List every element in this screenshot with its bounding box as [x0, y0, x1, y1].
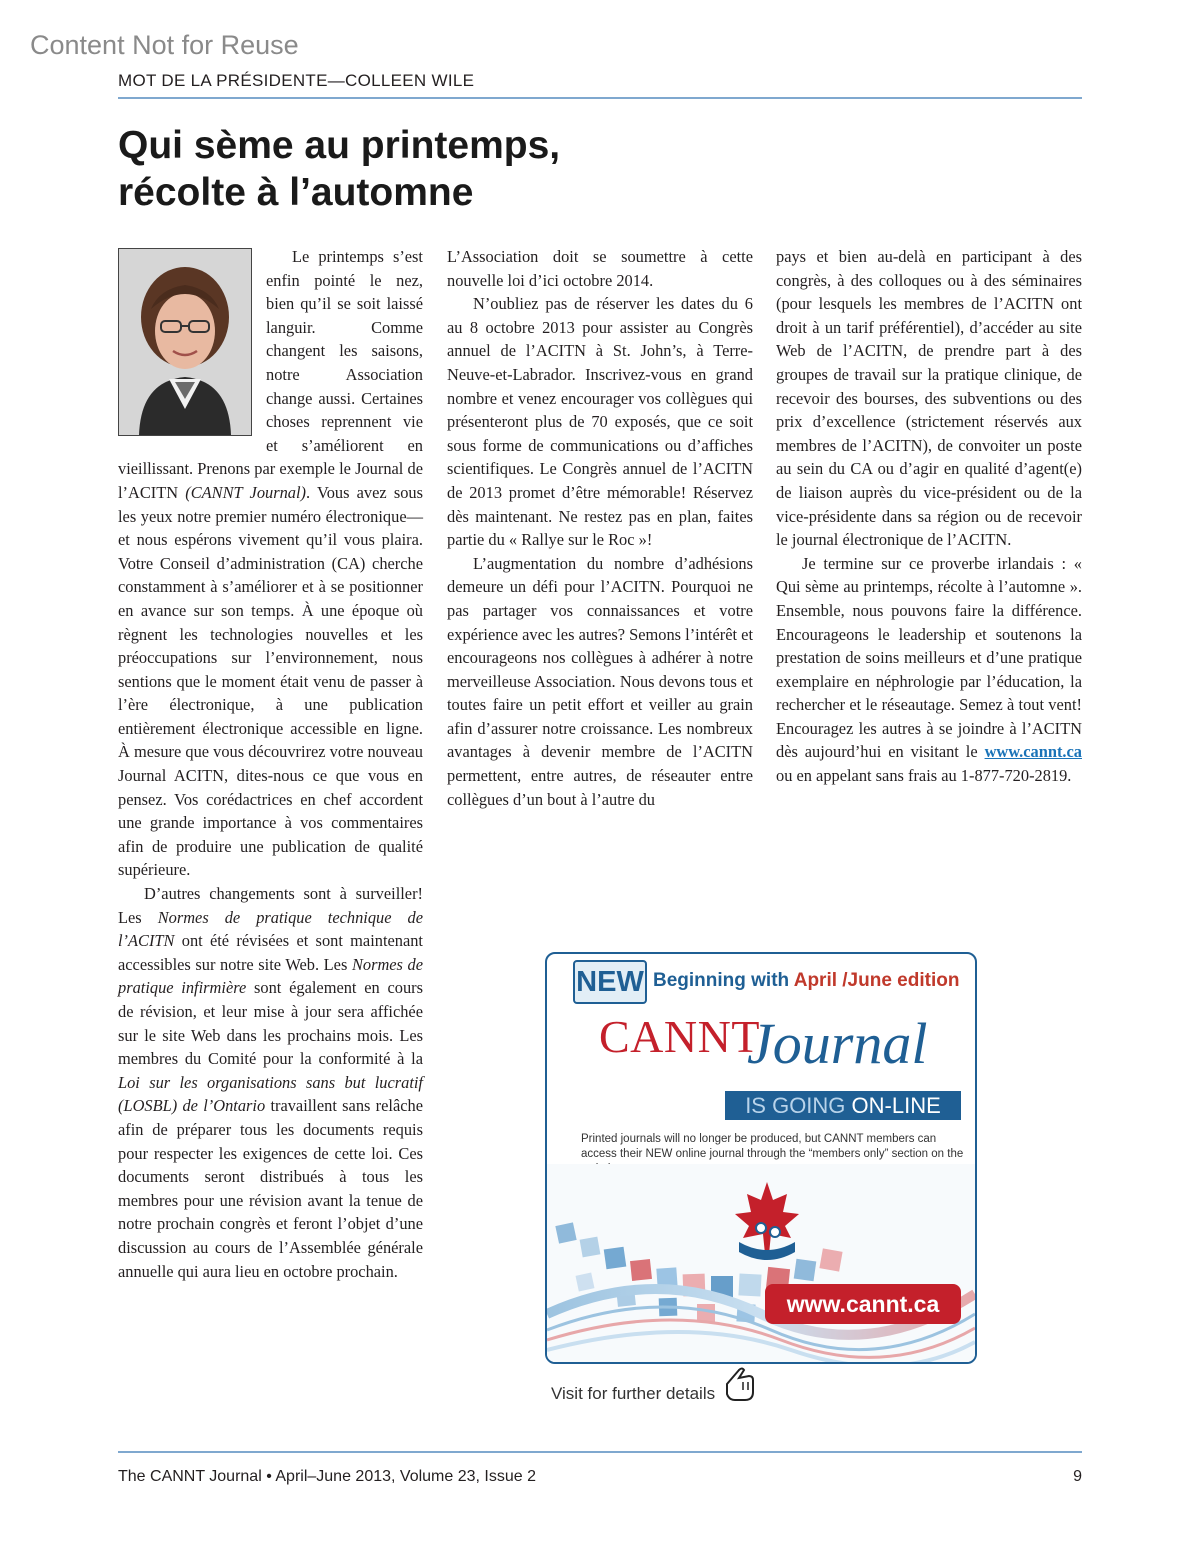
column-1: [118, 245, 423, 1445]
portrait-photo: [119, 249, 251, 435]
col1-p2-em2: Normes de pratique infirmière: [118, 954, 423, 998]
top-divider: [118, 97, 1082, 99]
title-line-2: récolte à l’automne: [118, 171, 474, 214]
col1-p2-em1: Normes de pratique technique de l’ACITN: [118, 907, 423, 951]
col3-p2-b: ou en appelant sans frais au 1-877-720-2819.: [776, 766, 1072, 786]
ad-visit-text: Visit for further details: [551, 1384, 716, 1403]
col2-paragraph-3: L’augmentation du nombre d’adhésions demeure un défi pour l’ACITN. Pourquoi ne pas partager vos connaissances et votre expérience avec les autres? Semons l’intérêt et encourageons nos collègues à adhérer à notre merveilleuse Association. Nous devons tous et toutes faire un petit effort et veiller au grain afin d’assurer notre croissance. Les nombreux avantages à devenir membre de l’ACITN permettent, entre autres, de réseauter entre collègues d’un bout à l’autre du: [447, 553, 753, 809]
col1-p1-text: Le printemps s’est enfin pointé le nez, bien qu’il se soit laissé languir. Comme changent les saisons, notre Association change aussi. Certaines choses reprennent vie et s’améliorent en vieillissant. Prenons par exemple le Journal de l’ACITN: [118, 247, 423, 502]
ad-cannt-wordmark: CANNT: [599, 1011, 760, 1062]
col2-paragraph-2: N’oubliez pas de réserver les dates du 6 au 8 octobre 2013 pour assister au Congrès annuel de l’ACITN à St. John’s, à Terre-Neuve-et-Labrador. Inscrivez-vous en grand nombre et venez encourager vos collègues qui présenteront plus de 70 exposés, que ce soit sous forme de communications ou d’affiches scientifiques. Le Congrès annuel de l’ACITN de 2013 promet d’être mémorable! Réservez dès maintenant. Ne restez pas en plan, faites partie du « Rallye sur le Roc »!: [447, 294, 753, 550]
col3-paragraph-2: [776, 552, 1082, 788]
section-label: MOT DE LA PRÉSIDENTE—COLLEEN WILE: [118, 71, 475, 90]
col1-p2-a: D’autres changements sont à surveiller! Les: [118, 884, 423, 927]
page-number: 9: [1073, 1468, 1082, 1485]
col1-p1-em: (CANNT Journal): [185, 482, 306, 502]
title-line-1: Qui sème au printemps,: [118, 124, 561, 167]
pointing-hand-icon: [719, 1362, 763, 1406]
ad-beginning-label: Beginning with: [653, 970, 794, 991]
col2-paragraph-1: L’Association doit se soumettre à cette nouvelle loi d’ici octobre 2014.: [447, 247, 753, 290]
ad-frame: [545, 952, 977, 1364]
cannt-website-link[interactable]: www.cannt.ca: [984, 742, 1082, 762]
ad-going-bold: ON-LINE: [851, 1093, 941, 1118]
footer-citation: The CANNT Journal • April–June 2013, Volume 23, Issue 2: [118, 1468, 536, 1485]
column-3: [776, 245, 1082, 788]
column-2: [447, 245, 753, 811]
col1-p2-d: travaillent sans relâche afin de préparer tous les documents requis pour respecter les exigences de cette loi. Ces documents seront distribués à tous les membres pour une révision avant la tenue de notre prochain congrès et feront l’objet d’une discussion au cours de l’Assemblée générale annuelle qui aura lieu en octobre prochain.: [118, 1096, 423, 1281]
author-photo: [118, 248, 252, 436]
ad-wave-artwork: [547, 1164, 975, 1362]
ad-going-online-banner: [725, 1091, 961, 1120]
ad-url-button[interactable]: www.cannt.ca: [765, 1284, 961, 1324]
col1-p2-c: sont également en cours de révision, et leur mise à jour sera affichée sur le site Web dans les prochains mois. Les membres du Comité pour la conformité à la: [118, 978, 423, 1069]
col1-p1-end: . Vous avez sous les yeux notre premier numéro électronique—et nous espérons vivement qu’il vous plaira. Votre Conseil d’administration (CA) cherche constamment à s’améliorer et à se positionner en avance sur son temps. À une époque où règnent les technologies nouvelles et les préoccupations sur l’environnement, nous sentions que le moment était venu de passer à l’ère électronique, à une publication entièrement électronique accessible en ligne. À mesure que vous découvrirez votre nouveau Journal ACITN, dites-nous ce que vous en pensez. Vos corédactrices en chef accordent une grande importance à vos commentaires afin de produire une publication de qualité supérieure.: [118, 482, 423, 880]
watermark: Content Not for Reuse: [30, 30, 299, 60]
col1-paragraph-2: [118, 882, 423, 1283]
page-title: [118, 122, 818, 216]
col3-p2-a: Je termine sur ce proverbe irlandais : « Qui sème au printemps, récolte à l’automne ». Ensemble, nous pouvons faire la différence. Encourageons le leadership et soutenons la prestation de soins meilleurs et d’une pratique exemplaire en néphrologie par l’éducation, la rechercher et le réseautage. Semez à tout vent! Encouragez les autres à se joindre à l’ACITN dès aujourd’hui en visitant le: [776, 553, 1082, 762]
bottom-divider: [118, 1451, 1082, 1453]
ad-description: Printed journals will no longer be produced, but CANNT members can access their NEW online journal through the “members only” section on the: [581, 1133, 964, 1160]
col1-p2-em3: Loi sur les organisations sans but lucratif (LOSBL) de l’Ontario: [118, 1072, 423, 1116]
cannt-journal-advertisement[interactable]: [545, 952, 975, 1408]
col3-paragraph-1: pays et bien au-delà en participant à des congrès, à des colloques ou à des séminaires (pour lesquels les membres de l’ACITN ont droit à un tarif préférentiel), d’accéder au site Web de l’ACITN, de prendre part à des groupes de travail sur la pratique clinique, de recevoir des bourses, des subventions ou des prix d’excellence (strictement réservés aux membres de l’ACITN), de convoiter un poste au sein du CA ou d’agir en qualité d’agent(e) de liaison auprès du vice-président ou de la vice-présidente dans sa région ou de recevoir le journal électronique de l’ACITN.: [776, 247, 1082, 550]
ad-edition-label: April /June edition: [793, 970, 960, 991]
ad-going-thin: IS GOING: [745, 1093, 852, 1118]
ad-journal-wordmark: Journal: [747, 1011, 928, 1076]
col1-p2-b: ont été révisées et sont maintenant accessibles sur notre site Web. Les: [118, 931, 423, 974]
new-badge: NEW: [573, 960, 647, 1004]
ad-beginning-text: [653, 970, 959, 992]
